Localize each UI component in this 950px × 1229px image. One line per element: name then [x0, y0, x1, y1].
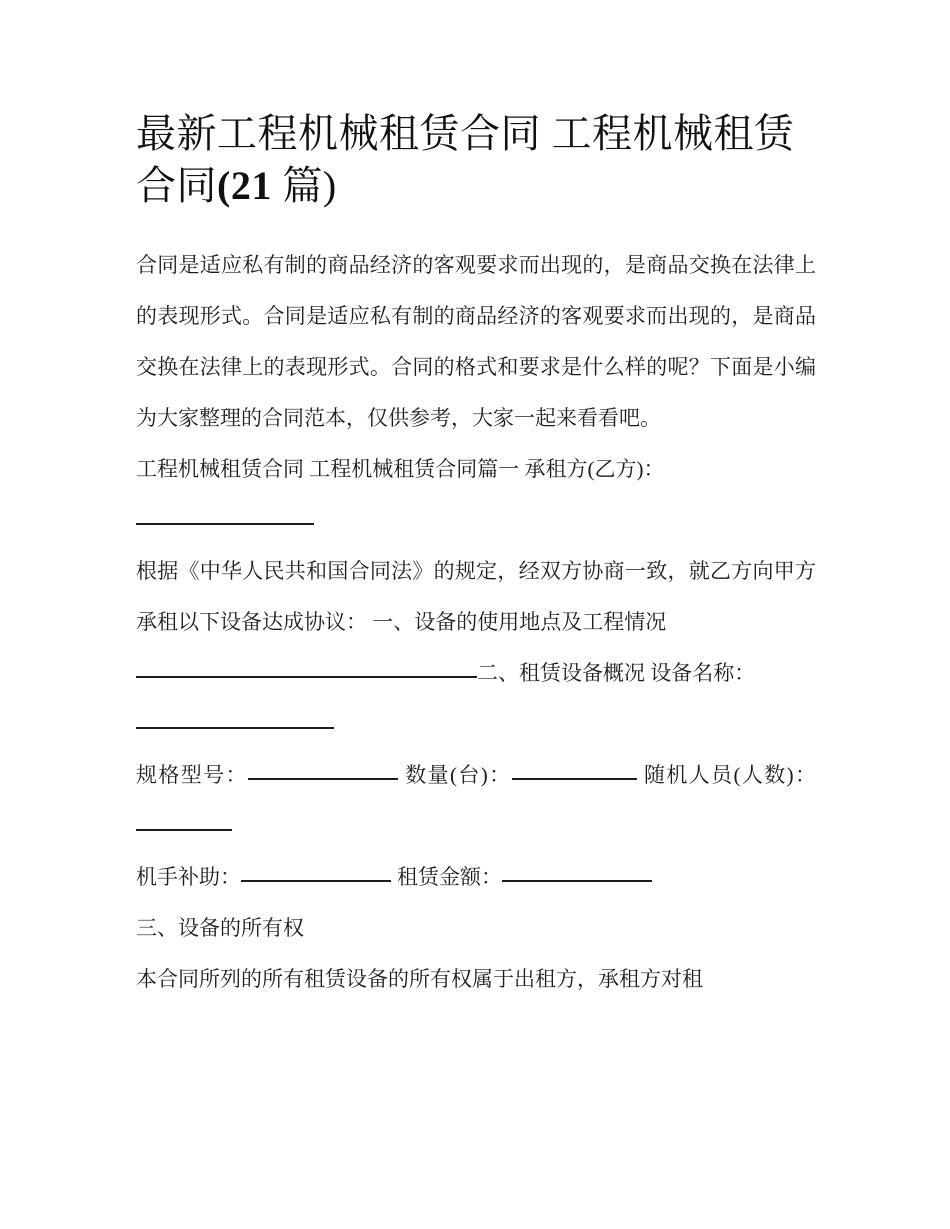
section-heading-lease-contract: 工程机械租赁合同 工程机械租赁合同篇一 承租方(乙方)： [136, 457, 665, 481]
equipment-fee-line [136, 852, 816, 903]
page-title-line-2: 械租赁合同 [136, 111, 795, 208]
field-quantity-label: 数量(台)： [403, 763, 512, 787]
clause-two-line [136, 648, 816, 699]
field-rental-amount-label: 租赁金额： [397, 865, 502, 889]
rental-amount-blank[interactable] [502, 880, 652, 882]
field-operator-subsidy-label: 机手补助： [136, 865, 241, 889]
project-location-blank[interactable] [136, 676, 477, 678]
equipment-name-blank-line [136, 699, 816, 750]
document-content [136, 108, 816, 1005]
equipment-spec-line [136, 750, 816, 852]
operators-blank[interactable] [136, 829, 232, 831]
field-model-label: 规格型号： [136, 763, 248, 787]
clause-legal-basis: 根据《中华人民共和国合同法》的规定，经双方协商一致，就乙方向甲方承租以下设备达成协议： 一、设备的使用地点及工程情况 [136, 559, 816, 634]
lessee-name-blank[interactable] [136, 523, 314, 525]
lessee-name-blank-line [136, 495, 816, 546]
page-title [136, 108, 816, 212]
clause-two-label: 二、租赁设备概况 设备名称： [477, 661, 756, 685]
field-operators-label: 随机人员(人数)： [642, 763, 816, 787]
clause-three-body: 本合同所列的所有租赁设备的所有权属于出租方，承租方对租 [136, 967, 703, 991]
model-blank[interactable] [248, 778, 398, 780]
intro-paragraph: 合同是适应私有制的商品经济的客观要求而出现的，是商品交换在法律上的表现形式。合同是适应私有制的商品经济的客观要求而出现的，是商品交换在法律上的表现形式。合同的格式和要求是什么样的呢？下面是小编为大家整理的合同范本，仅供参考，大家一起来看看吧。 [136, 253, 816, 430]
equipment-name-blank[interactable] [136, 727, 334, 729]
operator-subsidy-blank[interactable] [241, 880, 391, 882]
quantity-blank[interactable] [512, 778, 637, 780]
page-title-count-suffix: 篇) [271, 163, 337, 208]
page-title-count: (21 [217, 163, 272, 208]
page-title-line-1: 最新工程机械租赁合同 工程机 [136, 111, 673, 156]
clause-three-heading: 三、设备的所有权 [136, 916, 304, 940]
